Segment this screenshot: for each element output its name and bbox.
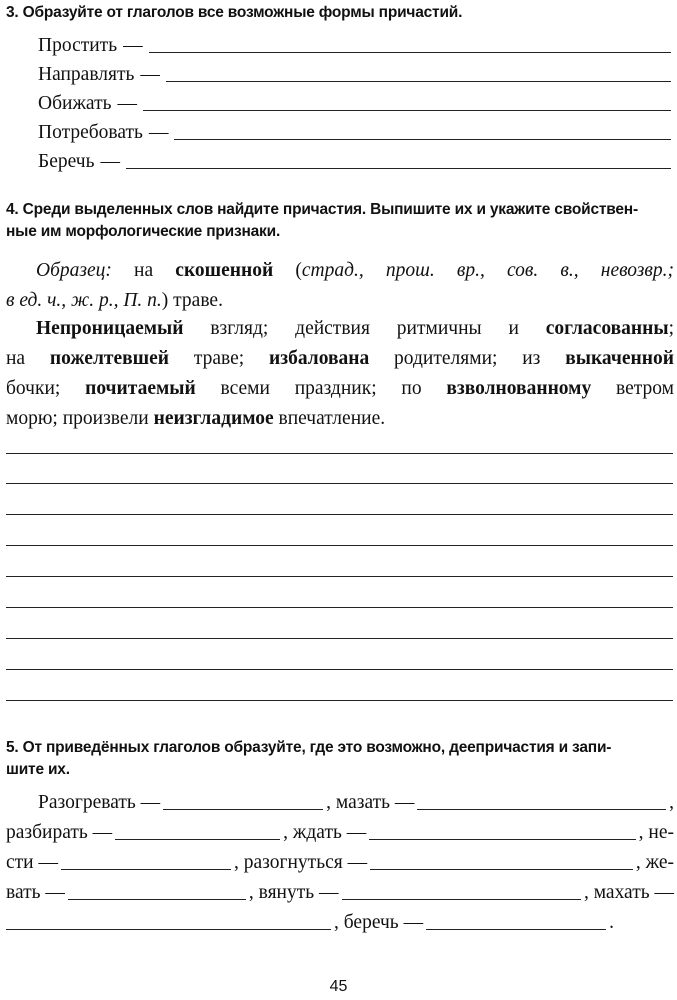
answer-blank[interactable]: [417, 809, 666, 810]
verb-row-5: [38, 149, 671, 173]
verb-row-2: [38, 62, 671, 86]
answer-line[interactable]: [143, 110, 671, 111]
verb-row-4: [38, 120, 671, 144]
verb-prompt: сти —: [6, 852, 58, 873]
answer-blank[interactable]: [342, 899, 581, 900]
verb-row-3: [38, 91, 671, 115]
exercise-row-4: [6, 877, 674, 905]
highlighted-word: пожелтевшей: [49, 348, 170, 369]
sample-text: ) траве.: [161, 290, 223, 311]
plain-text: траве;: [169, 348, 270, 369]
punct: ,: [669, 792, 674, 813]
verb-prompt: , мазать —: [326, 792, 415, 813]
plain-text: ветром: [591, 378, 674, 399]
sample-word: скошенной: [175, 260, 274, 281]
verb-prompt: , беречь —: [334, 912, 424, 933]
sample-label: Образец:: [36, 260, 112, 281]
answer-blank[interactable]: [68, 899, 246, 900]
dash: —: [140, 64, 160, 85]
plain-text: бочки;: [6, 378, 86, 399]
verb-prompt: , вянуть —: [248, 882, 339, 903]
answer-line[interactable]: [149, 52, 671, 53]
verb-prompt: Разогревать —: [38, 792, 161, 813]
writing-line[interactable]: [6, 669, 673, 670]
plain-text: взгляд; действия ритмичны и: [183, 318, 546, 339]
writing-line[interactable]: [6, 514, 673, 515]
exercise-text: [6, 314, 674, 434]
task-5-title-line-1: 5. От приведённых глаголов образуйте, где это возможно, деепричастия и запи-: [6, 739, 612, 756]
sample-features-1: страд., прош. вр., сов. в., невозвр.;: [301, 260, 674, 281]
task-4-title: [6, 199, 674, 243]
dash: —: [148, 122, 169, 143]
answer-blank[interactable]: [115, 839, 280, 840]
plain-text: впечатление.: [273, 408, 386, 429]
verb-prompt: , махать —: [583, 882, 674, 903]
highlighted-word: неизгладимое: [153, 408, 274, 429]
task-4-title-line-1: 4. Среди выделенных слов найдите причастия. Выпишите их и укажите свойствен-: [6, 201, 638, 218]
verb-prompt: , ждать —: [283, 822, 367, 843]
verb-label: Направлять: [38, 64, 135, 85]
writing-line[interactable]: [6, 607, 673, 608]
plain-text: ;: [668, 318, 674, 339]
task-4-title-line-2: ные им морфологические признаки.: [6, 223, 281, 240]
sample-features-2: в ед. ч., ж. р., П. п.: [6, 290, 162, 311]
dash: —: [117, 93, 137, 114]
verb-label: Обижать: [38, 93, 112, 114]
highlighted-word: Непроницаемый: [36, 318, 184, 339]
verb-prompt: , разогнуться —: [234, 852, 368, 873]
highlighted-word: взволнованному: [446, 378, 592, 399]
writing-line[interactable]: [6, 483, 673, 484]
writing-line[interactable]: [6, 638, 673, 639]
verb-prompt: вать —: [6, 882, 65, 903]
sample-text: на: [111, 260, 176, 281]
exercise-row-5: [6, 907, 674, 935]
highlighted-word: выкаченной: [565, 348, 674, 369]
answer-blank[interactable]: [426, 929, 606, 930]
exercise-row-3: [6, 847, 674, 875]
highlighted-word: избалована: [269, 348, 370, 369]
writing-line[interactable]: [6, 453, 673, 454]
writing-line[interactable]: [6, 576, 673, 577]
dash: —: [123, 35, 143, 56]
sample-paragraph: [6, 256, 674, 316]
verb-label: Потребовать: [38, 122, 143, 143]
highlighted-word: почитаемый: [85, 378, 196, 399]
answer-line[interactable]: [166, 81, 671, 82]
answer-blank[interactable]: [369, 839, 635, 840]
plain-text: родителями; из: [369, 348, 566, 369]
writing-line[interactable]: [6, 545, 673, 546]
punct: .: [609, 912, 614, 933]
task-5-title-line-2: шите их.: [6, 761, 70, 778]
verb-label: Беречь: [38, 151, 95, 172]
task-3-title: 3. Образуйте от глаголов все возможные формы причастий.: [6, 4, 463, 21]
answer-line[interactable]: [126, 168, 671, 169]
answer-blank[interactable]: [6, 929, 331, 930]
writing-line[interactable]: [6, 700, 673, 701]
exercise-row-1: [6, 787, 674, 815]
sample-text: (: [273, 260, 302, 281]
highlighted-word: согласованны: [545, 318, 669, 339]
dash: —: [100, 151, 120, 172]
verb-prompt: , же-: [635, 852, 674, 873]
answer-line[interactable]: [174, 139, 671, 140]
plain-text: всеми праздник; по: [195, 378, 447, 399]
page-number: 45: [329, 978, 348, 995]
task-5-title: [6, 737, 674, 781]
verb-row-1: [38, 33, 671, 57]
answer-blank[interactable]: [163, 809, 323, 810]
answer-blank[interactable]: [61, 869, 231, 870]
verb-prompt: разбирать —: [6, 822, 113, 843]
answer-blank[interactable]: [370, 869, 633, 870]
exercise-row-2: [6, 817, 674, 845]
plain-text: морю; произвели: [6, 408, 154, 429]
verb-prompt: , не-: [638, 822, 674, 843]
verb-label: Простить: [38, 35, 118, 56]
plain-text: на: [6, 348, 50, 369]
